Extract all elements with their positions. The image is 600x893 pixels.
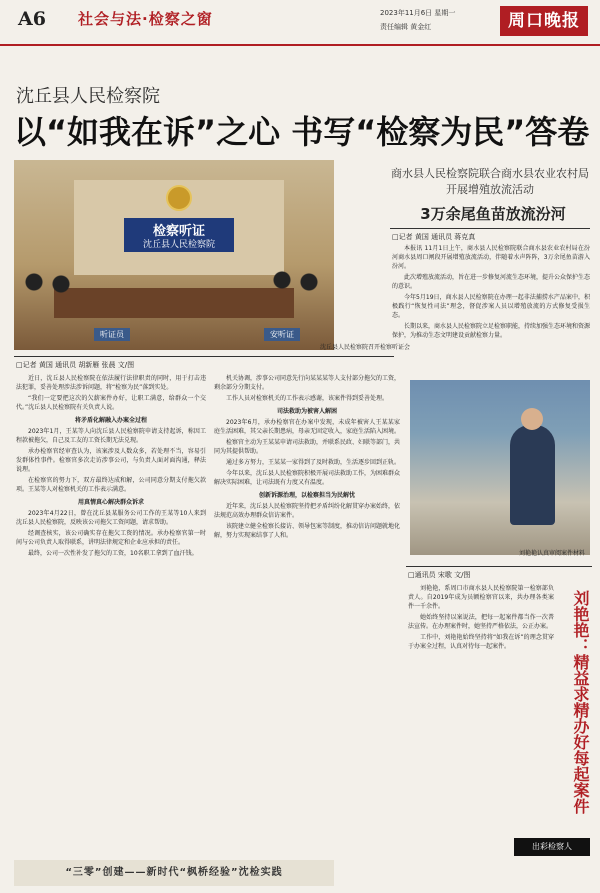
paragraph: 工作人员对检察机关的工作表示感谢，该案件得到妥善处理。	[226, 395, 389, 402]
subheading: 将矛盾化解融入办案全过程	[74, 417, 147, 424]
paragraph: 通过多方努力，王某某一家得到了及时救助，生活逐步回到正轨。	[226, 459, 400, 466]
paragraph: 近年来，沈丘县人民检察院坚持把矛盾纠纷化解贯穿办案始终，依法规范高效办理群众信访案件。	[214, 503, 400, 519]
profile-byline: □通讯员 宋歌 文/图	[408, 571, 471, 579]
hearing-photo	[14, 160, 334, 350]
paragraph: 此次增殖放流活动，旨在进一步修复河流生态环境，提升公众保护生态的意识。	[392, 274, 590, 290]
profile-body	[408, 584, 554, 834]
photo-tag-left: 听证员	[94, 328, 130, 341]
subheading: 司法救助为被害人解困	[276, 408, 337, 415]
photo-people-left	[22, 270, 82, 310]
paragraph: 今年5月19日，商水县人民检察院在办理一起非法捕捞水产品案中，积极践行“恢复性司法”理念，督促涉案人员以增殖放流的方式修复受损生态。	[392, 294, 590, 319]
article-kicker: 沈丘县人民检察院	[16, 86, 160, 107]
paragraph: 2023年4月22日，曾在沈丘县某服务公司工作的王某等10人来到沈丘县人民检察院，反映该公司拖欠工资问题，请求帮助。	[16, 510, 206, 526]
issue-date: 2023年11月6日 星期一	[380, 9, 456, 17]
paragraph: 经调查核实，该公司确实存在拖欠工资的情况。承办检察官第一时间与公司负责人取得联系，讲明法律规定和企业应承担的责任。	[16, 530, 206, 546]
paragraph: 长期以来，商水县人民检察院立足检察职能，持续加强生态环境和资源保护，为推动生态文明建设贡献检察力量。	[392, 323, 590, 339]
photo-table	[54, 288, 294, 318]
photo-people-right	[264, 268, 324, 308]
main-article-byline: □记者 黄国 通讯员 胡新雁 张晨 文/图	[16, 361, 135, 369]
page-header	[0, 0, 600, 46]
divider	[390, 228, 590, 229]
divider	[14, 356, 394, 357]
paragraph: 本报讯 11月1日上午，商水县人民检察院联合商水县农业农村局在汾河商水县周口闸段开展增殖放流活动，伴随着水声阵阵，3万余尾鱼苗游入汾河。	[392, 245, 590, 270]
profile-title: 刘艳艳：精益求精办好每起案件	[571, 590, 590, 814]
photo-caption: 沈丘县人民检察院召开检察听证会	[319, 344, 410, 351]
emblem-icon	[166, 185, 192, 211]
photo-person	[510, 425, 555, 525]
paragraph: 近日，沈丘县人民检察院在依法履行法律职责的同时，用于打击违法犯罪，妥善处理涉法涉诉问题，将“检察为民”落到实处。	[16, 375, 206, 391]
paragraph: 该院建立健全检察长接访、领导包案等制度，推动信访问题就地化解，努力实现案结事了人和。	[214, 523, 400, 539]
right-article-byline: □记者 黄国 通讯员 蒋克真	[392, 233, 476, 241]
right-article-body	[392, 244, 590, 374]
paragraph: 2023年6月，承办检察官在办案中发现，未成年被害人王某某家庭生活困难，其父亲长期患病，母亲无固定收入，家庭生活陷入困境。	[214, 419, 400, 435]
main-article-column-1	[16, 374, 206, 854]
subheading: 用真情真心解决群众诉求	[77, 499, 144, 506]
paragraph: 刘艳艳，系周口市商水县人民检察院第一检察部负责人。自2019年成为员额检察官以来，共办理各类案件一千余件。	[408, 585, 554, 610]
paragraph: 她始终坚持以案说法，把每一起案件都当作一次普法宣传。在办理案件时，她坚持严格依法，公正办案。	[408, 614, 554, 630]
profile-photo	[410, 380, 590, 555]
section-title: 社会与法·检察之窗	[78, 10, 213, 28]
subheading: 创新诉源治理，以检察担当为民解忧	[258, 492, 355, 499]
photo-banner-title: 检察听证	[152, 224, 205, 239]
main-article-column-2	[214, 374, 400, 854]
paragraph: 最终，公司一次性补发了拖欠的工资，10名职工拿到了血汗钱。	[28, 550, 198, 557]
paragraph: 承办检察官经审查认为，该案涉及人数众多，若处理不当，容易引发群体性事件。检察官多次走访涉事公司，与负责人面对面沟通，释法说理。	[16, 448, 206, 473]
photo-person-head	[521, 408, 543, 430]
paragraph: 2023年1月，王某等人向沈丘县人民检察院申请支持起诉，称因工程款被拖欠，自己及工友的工资长期无法兑现。	[16, 428, 206, 444]
paragraph: 今年以来，沈丘县人民检察院积极开展司法救助工作，为困难群众解决实际困难，让司法既有力度又有温度。	[214, 470, 400, 486]
profile-tag: 出彩检察人	[514, 838, 590, 856]
divider	[406, 566, 592, 567]
right-article-title: 3万余尾鱼苗放流汾河	[420, 205, 566, 223]
editor-credits: 责任编辑 黄金红	[380, 23, 432, 31]
paragraph: 机关协调，涉事公司同意先行向某某某等人支付部分拖欠的工资，剩余部分分期支付。	[214, 375, 400, 391]
paragraph: 检察官主动为王某某申请司法救助，并联系民政、妇联等部门，共同为其提供帮助。	[214, 439, 400, 455]
slogan-bar: “三零”创建——新时代“枫桥经验”沈检实践	[14, 860, 334, 886]
paragraph: 工作中，刘艳艳始终坚持将“如我在诉”的理念贯穿于办案全过程，认真对待每一起案件。	[408, 634, 554, 650]
paragraph: “我们一定要把这次的欠薪案件办好，让职工满意，给群众一个交代。”沈丘县人民检察院有关负责人说。	[16, 395, 206, 411]
photo-banner-subtitle: 沈丘县人民检察院	[142, 240, 215, 250]
paragraph: 在检察官的努力下，双方最终达成和解，公司同意分期支付拖欠款项。王某等人对检察机关的工作表示满意。	[16, 477, 206, 493]
profile-photo-caption: 刘艳艳认真审阅案件材料	[518, 550, 585, 557]
right-article-headline: 商水县人民检察院联合商水县农业农村局开展增殖放流活动	[391, 167, 589, 196]
photo-tag-right: 安听证	[264, 328, 300, 341]
newspaper-logo: 周口晚报	[500, 6, 588, 36]
main-headline: 以“如我在诉”之心 书写“检察为民”答卷	[14, 113, 590, 151]
page-number: A6	[18, 8, 46, 30]
